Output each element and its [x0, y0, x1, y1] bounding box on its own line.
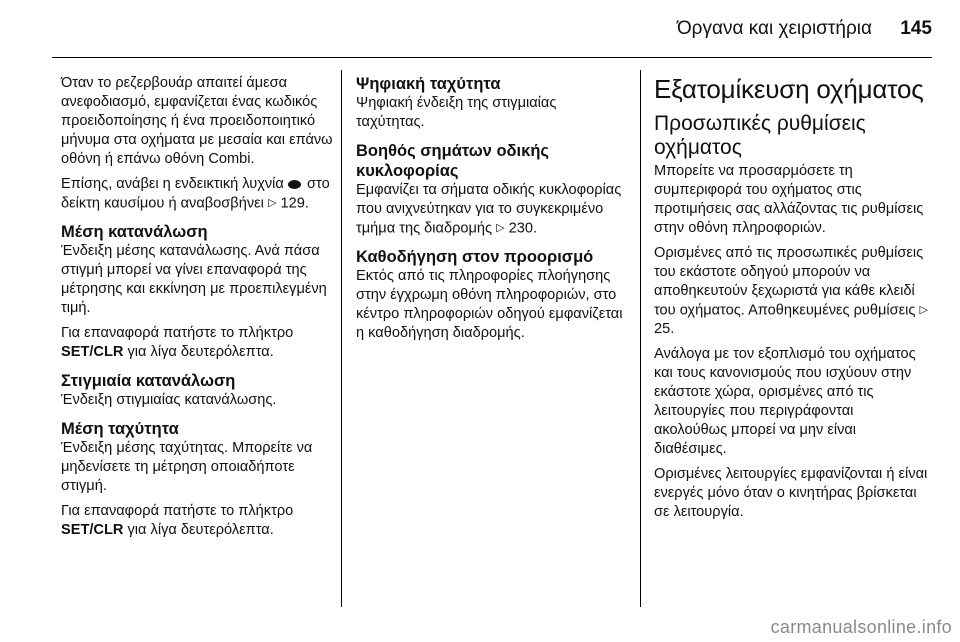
column-2 [356, 74, 628, 349]
reference-arrow-icon: ▷ [496, 222, 505, 234]
paragraph: Για επαναφορά πατήστε το πλήκτρο SET/CLR για λίγα δευτερόλεπτα. [61, 325, 294, 361]
section-heading: Μέση κατανάλωση [61, 223, 208, 242]
column-divider [640, 70, 641, 607]
paragraph: Ορισμένες από τις προσωπικές ρυθμίσεις του εκάστοτε οδηγού μπορούν να αποθηκευτούν ξεχωριστά για κάθε κλειδί του οχήματος. Αποθηκευμένες ρυθμίσεις ▷ 25. [654, 245, 928, 338]
header-rule [52, 57, 932, 58]
key-name: SET/CLR [61, 344, 124, 361]
page-reference: 25. [654, 321, 675, 338]
reference-arrow-icon: ▷ [267, 197, 277, 209]
paragraph: Εμφανίζει τα σήματα οδικής κυκλοφορίας που ανιχνεύτηκαν για το συγκεκριμένο τμήμα της διαδρομής ▷ 230. [356, 182, 622, 237]
paragraph: Εκτός από τις πληροφορίες πλοήγησης στην έγχρωμη οθόνη πληροφοριών, στο κέντρο πληροφοριών οδηγού εμφανίζεται η καθοδήγηση διαδρομής. [356, 268, 623, 342]
paragraph: Ένδειξη μέσης κατανάλωσης. Ανά πάσα στιγμή μπορεί να γίνει επαναφορά της μέτρησης και εκκίνηση με προεπιλεγμένη τιμή. [61, 243, 327, 317]
page-reference: 129. [280, 195, 309, 212]
header-title: Όργανα και χειριστήρια [676, 18, 872, 39]
paragraph: Ένδειξη στιγμιαίας κατανάλωσης. [61, 392, 277, 409]
subchapter-heading: Προσωπικές ρυθμίσεις οχήματος [654, 112, 866, 159]
paragraph: Για επαναφορά πατήστε το πλήκτρο SET/CLR για λίγα δευτερόλεπτα. [61, 503, 294, 539]
chapter-heading: Εξατομίκευση οχήματος [654, 74, 924, 104]
paragraph: Ψηφιακή ένδειξη της στιγμιαίας ταχύτητας. [356, 95, 557, 130]
page-header [0, 0, 960, 62]
page-number: 145 [900, 18, 932, 39]
key-name: SET/CLR [61, 522, 124, 539]
paragraph: Ανάλογα με τον εξοπλισμό του οχήματος και τους κανονισμούς που ισχύουν στην εκάστοτε χώρα, ορισμένες από τις λειτουργίες που περιγράφονται ακολούθως μπορεί να μην είναι διαθέσιμες. [654, 346, 916, 458]
reference-arrow-icon: ▷ [919, 304, 928, 316]
paragraph: Επίσης, ανάβει η ενδεικτική λυχνία στο δείκτη καυσίμου ή αναβοσβήνει ▷ 129. [61, 176, 330, 212]
column-1 [61, 74, 333, 546]
paragraph: Όταν το ρεζερβουάρ απαιτεί άμεσα ανεφοδιασμό, εμφανίζεται ένας κωδικός προειδοποίησης ή ένα προειδοποιητικό μήνυμα στα οχήματα με μεσαία και επάνω οθόνη ή επάνω οθόνη Combi. [61, 75, 333, 167]
section-heading: Στιγμιαία κατανάλωση [61, 372, 236, 391]
section-heading: Μέση ταχύτητα [61, 420, 179, 439]
paragraph: Ένδειξη μέσης ταχύτητας. Μπορείτε να μηδενίσετε τη μέτρηση οποιαδήποτε στιγμή. [61, 440, 313, 495]
section-heading: Βοηθός σημάτων οδικής κυκλοφορίας [356, 142, 549, 180]
column-divider [341, 70, 342, 607]
paragraph: Μπορείτε να προσαρμόσετε τη συμπεριφορά του οχήματος στις προτιμήσεις σας αλλάζοντας τις ρυθμίσεις στην οθόνη πληροφοριών. [654, 163, 924, 236]
paragraph: Ορισμένες λειτουργίες εμφανίζονται ή είναι ενεργές μόνο όταν ο κινητήρας βρίσκεται σε λειτουργία. [654, 466, 928, 521]
watermark: carmanualsonline.info [770, 617, 952, 637]
page-reference: 230. [508, 220, 538, 237]
column-3 [654, 74, 929, 528]
fuel-warning-lamp-icon [288, 180, 301, 189]
section-heading: Ψηφιακή ταχύτητα [356, 75, 501, 93]
section-heading: Καθοδήγηση στον προορισμό [356, 248, 594, 267]
